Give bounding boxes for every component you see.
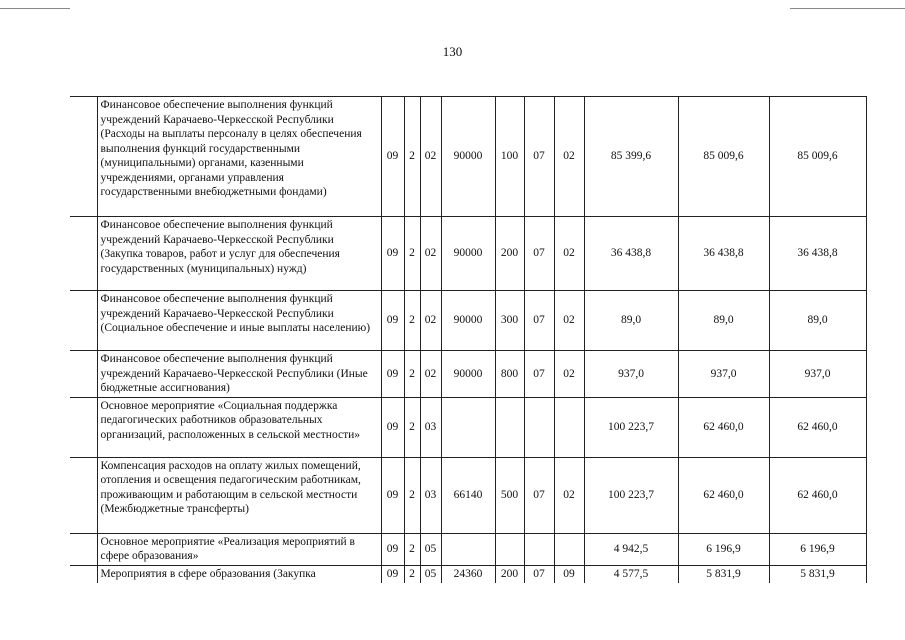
table-row [70,291,866,351]
row-number-cell [70,397,97,457]
chapter-code-cell: 07 [524,351,554,398]
amount-year-1-cell: 89,0 [584,291,678,351]
expense-direction-code-cell: 66140 [441,457,495,533]
item-name-cell: Мероприятия в сфере образования (Закупка [97,565,381,583]
amount-year-2-cell: 62 460,0 [678,397,769,457]
subprogram-code-cell: 2 [404,217,420,291]
table-row [70,457,866,533]
amount-year-2-cell: 6 196,9 [678,533,769,565]
activity-code-cell: 03 [420,457,441,533]
amount-year-2-cell: 85 009,6 [678,97,769,217]
amount-year-2-cell: 36 438,8 [678,217,769,291]
activity-code-cell: 05 [420,565,441,583]
scan-edge-mark-right [790,8,905,9]
expense-direction-code-cell: 90000 [441,291,495,351]
subprogram-code-cell: 2 [404,533,420,565]
subsection-code-cell: 02 [554,351,584,398]
subprogram-code-cell: 2 [404,291,420,351]
subsection-code-cell: 09 [554,565,584,583]
table-body [70,97,866,584]
activity-code-cell: 02 [420,351,441,398]
scan-edge-mark-left [0,8,70,9]
subprogram-code-cell: 2 [404,565,420,583]
item-name-cell: Компенсация расходов на оплату жилых помещений, отопления и освещения педагогическим работникам, проживающим и работающим в сельской местности (Межбюджетные трансферты) [97,457,381,533]
expense-direction-code-cell: 90000 [441,351,495,398]
chapter-code-cell: 07 [524,457,554,533]
amount-year-3-cell: 5 831,9 [769,565,866,583]
budget-table [70,96,867,583]
subprogram-code-cell: 2 [404,457,420,533]
chapter-code-cell: 07 [524,97,554,217]
amount-year-3-cell: 6 196,9 [769,533,866,565]
amount-year-1-cell: 100 223,7 [584,397,678,457]
expense-direction-code-cell [441,533,495,565]
amount-year-3-cell: 62 460,0 [769,457,866,533]
table-row [70,217,866,291]
expense-type-code-cell: 300 [495,291,524,351]
row-number-cell [70,97,97,217]
chapter-code-cell: 07 [524,217,554,291]
subsection-code-cell: 02 [554,457,584,533]
subsection-code-cell [554,397,584,457]
amount-year-2-cell: 5 831,9 [678,565,769,583]
row-number-cell [70,533,97,565]
section-code-cell: 09 [381,457,404,533]
chapter-code-cell: 07 [524,565,554,583]
amount-year-1-cell: 100 223,7 [584,457,678,533]
table-row [70,97,866,217]
subsection-code-cell: 02 [554,97,584,217]
expense-type-code-cell: 200 [495,565,524,583]
amount-year-2-cell: 62 460,0 [678,457,769,533]
row-number-cell [70,457,97,533]
amount-year-3-cell: 937,0 [769,351,866,398]
amount-year-1-cell: 4 942,5 [584,533,678,565]
amount-year-1-cell: 36 438,8 [584,217,678,291]
section-code-cell: 09 [381,533,404,565]
section-code-cell: 09 [381,291,404,351]
expense-direction-code-cell: 90000 [441,217,495,291]
expense-type-code-cell: 800 [495,351,524,398]
chapter-code-cell [524,397,554,457]
page-number: 130 [442,44,463,59]
amount-year-2-cell: 937,0 [678,351,769,398]
subsection-code-cell [554,533,584,565]
activity-code-cell: 02 [420,97,441,217]
subprogram-code-cell: 2 [404,397,420,457]
amount-year-3-cell: 36 438,8 [769,217,866,291]
amount-year-3-cell: 85 009,6 [769,97,866,217]
expense-type-code-cell: 500 [495,457,524,533]
section-code-cell: 09 [381,217,404,291]
row-number-cell [70,217,97,291]
activity-code-cell: 05 [420,533,441,565]
amount-year-1-cell: 85 399,6 [584,97,678,217]
table-row [70,565,866,583]
expense-type-code-cell [495,397,524,457]
table-row [70,397,866,457]
item-name-cell: Финансовое обеспечение выполнения функций учреждений Карачаево-Черкесской Республики (Иные бюджетные ассигнования) [97,351,381,398]
activity-code-cell: 02 [420,217,441,291]
table-row [70,533,866,565]
item-name-cell: Основное мероприятие «Социальная поддержка педагогических работников образовательных организаций, расположенных в сельской местности» [97,397,381,457]
row-number-cell [70,565,97,583]
expense-type-code-cell [495,533,524,565]
row-number-cell [70,291,97,351]
section-code-cell: 09 [381,351,404,398]
section-code-cell: 09 [381,565,404,583]
subsection-code-cell: 02 [554,291,584,351]
item-name-cell: Финансовое обеспечение выполнения функций учреждений Карачаево-Черкесской Республики (Закупка товаров, работ и услуг для обеспечения государственных (муниципальных) нужд) [97,217,381,291]
expense-direction-code-cell: 24360 [441,565,495,583]
expense-type-code-cell: 100 [495,97,524,217]
item-name-cell: Финансовое обеспечение выполнения функций учреждений Карачаево-Черкесской Республики (Социальное обеспечение и иные выплаты населению) [97,291,381,351]
subprogram-code-cell: 2 [404,97,420,217]
subprogram-code-cell: 2 [404,351,420,398]
expense-direction-code-cell: 90000 [441,97,495,217]
amount-year-3-cell: 62 460,0 [769,397,866,457]
section-code-cell: 09 [381,397,404,457]
row-number-cell [70,351,97,398]
activity-code-cell: 02 [420,291,441,351]
amount-year-2-cell: 89,0 [678,291,769,351]
section-code-cell: 09 [381,97,404,217]
table-row [70,351,866,398]
amount-year-1-cell: 937,0 [584,351,678,398]
item-name-cell: Финансовое обеспечение выполнения функций учреждений Карачаево-Черкесской Республики (Расходы на выплаты персоналу в целях обеспечения выполнения функций государственными (муниципальными) органами, казенными учреждениями, органами управления государственными внебюджетными фондами) [97,97,381,217]
amount-year-3-cell: 89,0 [769,291,866,351]
expense-type-code-cell: 200 [495,217,524,291]
item-name-cell: Основное мероприятие «Реализация мероприятий в сфере образования» [97,533,381,565]
chapter-code-cell [524,533,554,565]
expense-direction-code-cell [441,397,495,457]
chapter-code-cell: 07 [524,291,554,351]
activity-code-cell: 03 [420,397,441,457]
amount-year-1-cell: 4 577,5 [584,565,678,583]
subsection-code-cell: 02 [554,217,584,291]
